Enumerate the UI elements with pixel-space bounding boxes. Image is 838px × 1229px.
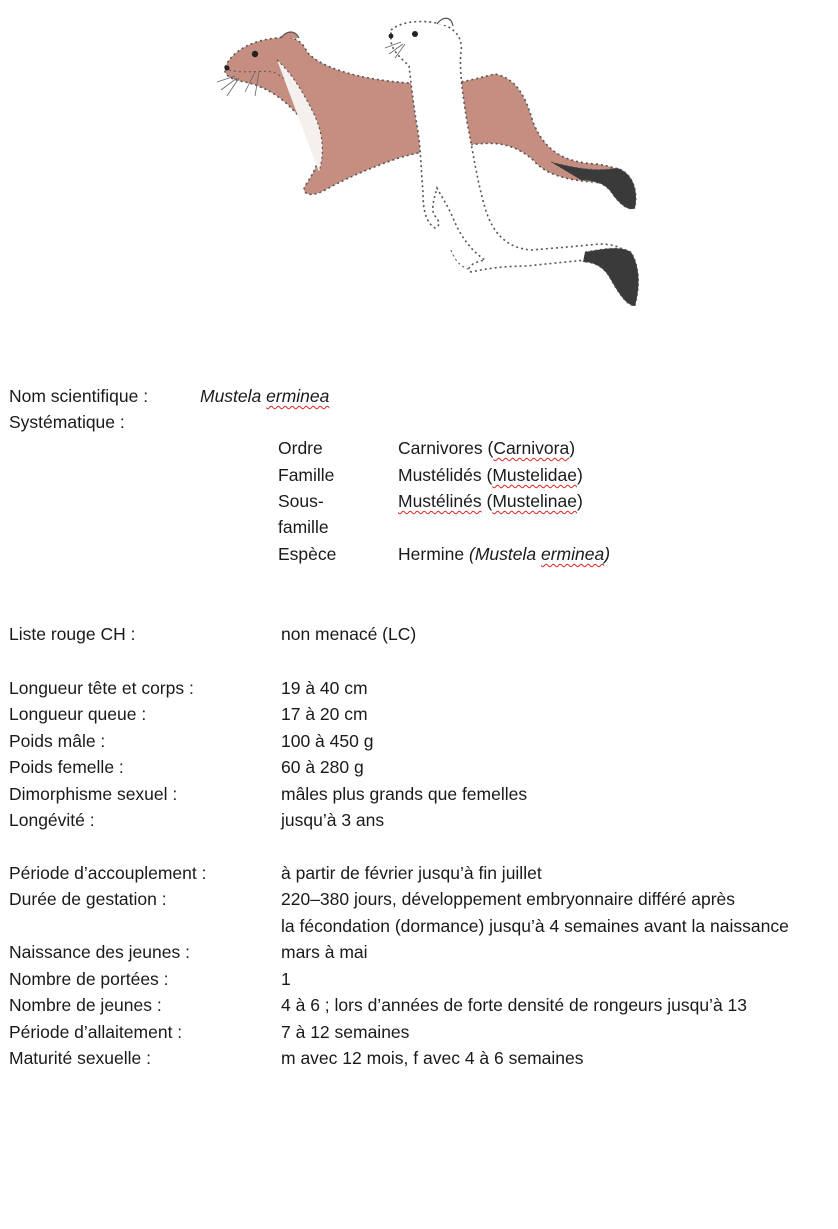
rank-order: Ordre	[278, 438, 323, 458]
rank-family: Famille	[278, 465, 335, 485]
scientific-name-label: Nom scientifique :	[9, 386, 149, 406]
rank-subfamily-line1: Sous-	[278, 491, 324, 511]
genus: Mustela	[200, 386, 262, 406]
rank-species: Espèce	[278, 544, 337, 564]
taxon-order: Carnivores (Carnivora)	[398, 438, 576, 458]
winter-stoat	[385, 18, 638, 306]
stoat-illustration	[215, 12, 645, 312]
taxon-subfamily: Mustélinés (Mustelinae)	[398, 491, 583, 511]
taxon-family: Mustélidés (Mustelidae)	[398, 465, 583, 485]
rank-subfamily-line2: famille	[278, 517, 329, 537]
red-list-label: Liste rouge CH :	[9, 624, 136, 644]
systematics-label: Systématique :	[9, 412, 125, 432]
taxon-species: Hermine (Mustela erminea)	[398, 544, 611, 564]
scientific-name-value	[200, 383, 329, 409]
species-epithet: erminea	[266, 386, 330, 406]
red-list-value: non menacé (LC)	[281, 624, 417, 644]
